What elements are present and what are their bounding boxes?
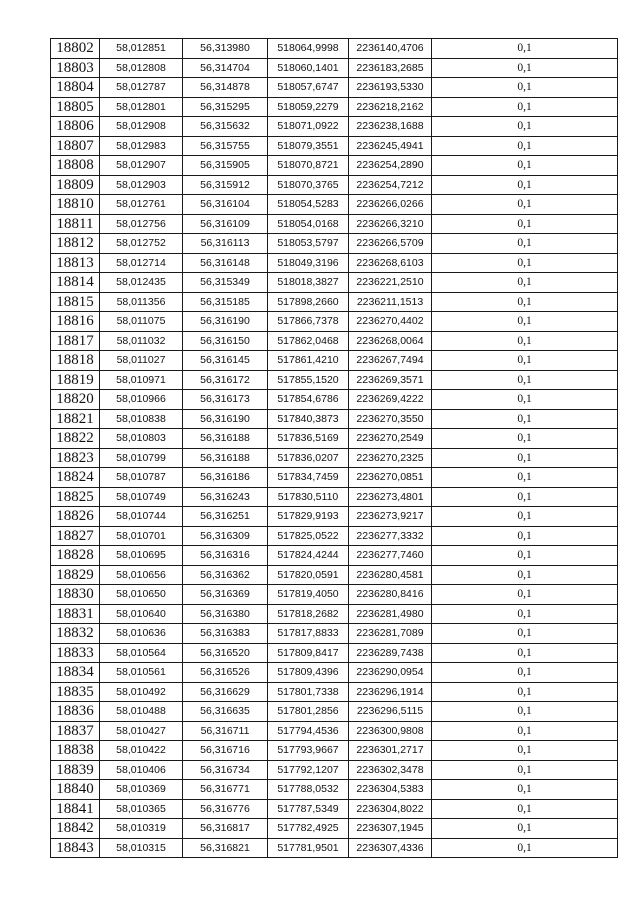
y-coordinate-cell: 2236266,3210 <box>349 214 432 234</box>
latitude-cell: 58,012801 <box>100 97 183 117</box>
accuracy-cell: 0,1 <box>432 117 618 137</box>
table-row <box>51 175 618 195</box>
coordinates-table <box>50 38 618 858</box>
x-coordinate-cell: 517866,7378 <box>268 312 349 332</box>
accuracy-cell: 0,1 <box>432 214 618 234</box>
longitude-cell: 56,316383 <box>183 624 268 644</box>
x-coordinate-cell: 517801,2856 <box>268 702 349 722</box>
y-coordinate-cell: 2236301,2717 <box>349 741 432 761</box>
x-coordinate-cell: 517840,3873 <box>268 409 349 429</box>
table-row <box>51 136 618 156</box>
table-row <box>51 468 618 488</box>
latitude-cell: 58,012851 <box>100 39 183 59</box>
table-row <box>51 643 618 663</box>
x-coordinate-cell: 517788,0532 <box>268 780 349 800</box>
accuracy-cell: 0,1 <box>432 468 618 488</box>
latitude-cell: 58,012787 <box>100 78 183 98</box>
accuracy-cell: 0,1 <box>432 390 618 410</box>
latitude-cell: 58,010315 <box>100 838 183 858</box>
longitude-cell: 56,316526 <box>183 663 268 683</box>
table-row <box>51 214 618 234</box>
table-row <box>51 429 618 449</box>
point-number-cell: 18817 <box>51 331 100 351</box>
x-coordinate-cell: 517801,7338 <box>268 682 349 702</box>
point-number-cell: 18812 <box>51 234 100 254</box>
latitude-cell: 58,010406 <box>100 760 183 780</box>
latitude-cell: 58,010695 <box>100 546 183 566</box>
table-row <box>51 156 618 176</box>
latitude-cell: 58,011356 <box>100 292 183 312</box>
accuracy-cell: 0,1 <box>432 682 618 702</box>
latitude-cell: 58,010319 <box>100 819 183 839</box>
x-coordinate-cell: 517817,8833 <box>268 624 349 644</box>
y-coordinate-cell: 2236270,4402 <box>349 312 432 332</box>
table-row <box>51 39 618 59</box>
point-number-cell: 18836 <box>51 702 100 722</box>
point-number-cell: 18809 <box>51 175 100 195</box>
table-row <box>51 409 618 429</box>
point-number-cell: 18833 <box>51 643 100 663</box>
longitude-cell: 56,314704 <box>183 58 268 78</box>
y-coordinate-cell: 2236140,4706 <box>349 39 432 59</box>
longitude-cell: 56,316104 <box>183 195 268 215</box>
accuracy-cell: 0,1 <box>432 78 618 98</box>
x-coordinate-cell: 517898,2660 <box>268 292 349 312</box>
latitude-cell: 58,010787 <box>100 468 183 488</box>
x-coordinate-cell: 518070,8721 <box>268 156 349 176</box>
latitude-cell: 58,012907 <box>100 156 183 176</box>
latitude-cell: 58,010369 <box>100 780 183 800</box>
point-number-cell: 18818 <box>51 351 100 371</box>
y-coordinate-cell: 2236270,0851 <box>349 468 432 488</box>
point-number-cell: 18832 <box>51 624 100 644</box>
latitude-cell: 58,010422 <box>100 741 183 761</box>
accuracy-cell: 0,1 <box>432 409 618 429</box>
latitude-cell: 58,010636 <box>100 624 183 644</box>
x-coordinate-cell: 518054,0168 <box>268 214 349 234</box>
latitude-cell: 58,012756 <box>100 214 183 234</box>
latitude-cell: 58,010488 <box>100 702 183 722</box>
longitude-cell: 56,316716 <box>183 741 268 761</box>
y-coordinate-cell: 2236307,4336 <box>349 838 432 858</box>
accuracy-cell: 0,1 <box>432 39 618 59</box>
latitude-cell: 58,011027 <box>100 351 183 371</box>
latitude-cell: 58,012435 <box>100 273 183 293</box>
longitude-cell: 56,316113 <box>183 234 268 254</box>
x-coordinate-cell: 518018,3827 <box>268 273 349 293</box>
longitude-cell: 56,315632 <box>183 117 268 137</box>
table-row <box>51 448 618 468</box>
point-number-cell: 18826 <box>51 507 100 527</box>
table-row <box>51 234 618 254</box>
x-coordinate-cell: 517824,4244 <box>268 546 349 566</box>
point-number-cell: 18842 <box>51 819 100 839</box>
latitude-cell: 58,012908 <box>100 117 183 137</box>
table-row <box>51 526 618 546</box>
y-coordinate-cell: 2236300,9808 <box>349 721 432 741</box>
accuracy-cell: 0,1 <box>432 370 618 390</box>
y-coordinate-cell: 2236290,0954 <box>349 663 432 683</box>
table-row <box>51 97 618 117</box>
coordinates-table-body <box>51 39 618 858</box>
accuracy-cell: 0,1 <box>432 175 618 195</box>
y-coordinate-cell: 2236296,5115 <box>349 702 432 722</box>
table-row <box>51 799 618 819</box>
y-coordinate-cell: 2236280,4581 <box>349 565 432 585</box>
y-coordinate-cell: 2236270,2325 <box>349 448 432 468</box>
point-number-cell: 18814 <box>51 273 100 293</box>
accuracy-cell: 0,1 <box>432 156 618 176</box>
latitude-cell: 58,010803 <box>100 429 183 449</box>
accuracy-cell: 0,1 <box>432 760 618 780</box>
accuracy-cell: 0,1 <box>432 253 618 273</box>
longitude-cell: 56,315185 <box>183 292 268 312</box>
longitude-cell: 56,316369 <box>183 585 268 605</box>
accuracy-cell: 0,1 <box>432 429 618 449</box>
table-row <box>51 624 618 644</box>
longitude-cell: 56,316190 <box>183 312 268 332</box>
point-number-cell: 18810 <box>51 195 100 215</box>
accuracy-cell: 0,1 <box>432 448 618 468</box>
x-coordinate-cell: 517793,9667 <box>268 741 349 761</box>
accuracy-cell: 0,1 <box>432 643 618 663</box>
table-row <box>51 546 618 566</box>
y-coordinate-cell: 2236268,0064 <box>349 331 432 351</box>
latitude-cell: 58,010799 <box>100 448 183 468</box>
latitude-cell: 58,010650 <box>100 585 183 605</box>
longitude-cell: 56,316362 <box>183 565 268 585</box>
x-coordinate-cell: 517854,6786 <box>268 390 349 410</box>
y-coordinate-cell: 2236269,4222 <box>349 390 432 410</box>
accuracy-cell: 0,1 <box>432 195 618 215</box>
table-row <box>51 351 618 371</box>
latitude-cell: 58,010427 <box>100 721 183 741</box>
point-number-cell: 18838 <box>51 741 100 761</box>
y-coordinate-cell: 2236304,8022 <box>349 799 432 819</box>
latitude-cell: 58,010561 <box>100 663 183 683</box>
accuracy-cell: 0,1 <box>432 624 618 644</box>
y-coordinate-cell: 2236268,6103 <box>349 253 432 273</box>
x-coordinate-cell: 518057,6747 <box>268 78 349 98</box>
y-coordinate-cell: 2236273,4801 <box>349 487 432 507</box>
longitude-cell: 56,315349 <box>183 273 268 293</box>
longitude-cell: 56,316190 <box>183 409 268 429</box>
accuracy-cell: 0,1 <box>432 585 618 605</box>
point-number-cell: 18839 <box>51 760 100 780</box>
point-number-cell: 18811 <box>51 214 100 234</box>
y-coordinate-cell: 2236183,2685 <box>349 58 432 78</box>
accuracy-cell: 0,1 <box>432 97 618 117</box>
longitude-cell: 56,316173 <box>183 390 268 410</box>
y-coordinate-cell: 2236267,7494 <box>349 351 432 371</box>
point-number-cell: 18815 <box>51 292 100 312</box>
latitude-cell: 58,010701 <box>100 526 183 546</box>
latitude-cell: 58,011032 <box>100 331 183 351</box>
point-number-cell: 18829 <box>51 565 100 585</box>
longitude-cell: 56,316520 <box>183 643 268 663</box>
longitude-cell: 56,316734 <box>183 760 268 780</box>
y-coordinate-cell: 2236281,4980 <box>349 604 432 624</box>
longitude-cell: 56,315295 <box>183 97 268 117</box>
y-coordinate-cell: 2236304,5383 <box>349 780 432 800</box>
point-number-cell: 18821 <box>51 409 100 429</box>
table-row <box>51 312 618 332</box>
longitude-cell: 56,316109 <box>183 214 268 234</box>
longitude-cell: 56,316150 <box>183 331 268 351</box>
latitude-cell: 58,011075 <box>100 312 183 332</box>
point-number-cell: 18805 <box>51 97 100 117</box>
x-coordinate-cell: 517825,0522 <box>268 526 349 546</box>
table-row <box>51 253 618 273</box>
accuracy-cell: 0,1 <box>432 721 618 741</box>
point-number-cell: 18803 <box>51 58 100 78</box>
y-coordinate-cell: 2236270,3550 <box>349 409 432 429</box>
point-number-cell: 18837 <box>51 721 100 741</box>
y-coordinate-cell: 2236280,8416 <box>349 585 432 605</box>
point-number-cell: 18802 <box>51 39 100 59</box>
accuracy-cell: 0,1 <box>432 58 618 78</box>
point-number-cell: 18827 <box>51 526 100 546</box>
table-row <box>51 702 618 722</box>
longitude-cell: 56,316776 <box>183 799 268 819</box>
y-coordinate-cell: 2236273,9217 <box>349 507 432 527</box>
y-coordinate-cell: 2236302,3478 <box>349 760 432 780</box>
longitude-cell: 56,316821 <box>183 838 268 858</box>
x-coordinate-cell: 518064,9998 <box>268 39 349 59</box>
point-number-cell: 18834 <box>51 663 100 683</box>
longitude-cell: 56,316188 <box>183 429 268 449</box>
point-number-cell: 18841 <box>51 799 100 819</box>
accuracy-cell: 0,1 <box>432 234 618 254</box>
x-coordinate-cell: 517818,2682 <box>268 604 349 624</box>
x-coordinate-cell: 517834,7459 <box>268 468 349 488</box>
y-coordinate-cell: 2236307,1945 <box>349 819 432 839</box>
longitude-cell: 56,313980 <box>183 39 268 59</box>
accuracy-cell: 0,1 <box>432 546 618 566</box>
accuracy-cell: 0,1 <box>432 663 618 683</box>
table-row <box>51 819 618 839</box>
point-number-cell: 18819 <box>51 370 100 390</box>
x-coordinate-cell: 517862,0468 <box>268 331 349 351</box>
point-number-cell: 18843 <box>51 838 100 858</box>
latitude-cell: 58,010492 <box>100 682 183 702</box>
x-coordinate-cell: 517836,0207 <box>268 448 349 468</box>
table-row <box>51 838 618 858</box>
x-coordinate-cell: 518053,5797 <box>268 234 349 254</box>
point-number-cell: 18835 <box>51 682 100 702</box>
x-coordinate-cell: 518070,3765 <box>268 175 349 195</box>
accuracy-cell: 0,1 <box>432 780 618 800</box>
point-number-cell: 18823 <box>51 448 100 468</box>
y-coordinate-cell: 2236277,7460 <box>349 546 432 566</box>
x-coordinate-cell: 518079,3551 <box>268 136 349 156</box>
latitude-cell: 58,010966 <box>100 390 183 410</box>
longitude-cell: 56,315905 <box>183 156 268 176</box>
longitude-cell: 56,316380 <box>183 604 268 624</box>
accuracy-cell: 0,1 <box>432 292 618 312</box>
table-row <box>51 78 618 98</box>
y-coordinate-cell: 2236289,7438 <box>349 643 432 663</box>
point-number-cell: 18808 <box>51 156 100 176</box>
x-coordinate-cell: 517781,9501 <box>268 838 349 858</box>
longitude-cell: 56,316172 <box>183 370 268 390</box>
x-coordinate-cell: 518049,3196 <box>268 253 349 273</box>
table-row <box>51 585 618 605</box>
x-coordinate-cell: 518059,2279 <box>268 97 349 117</box>
x-coordinate-cell: 517820,0591 <box>268 565 349 585</box>
x-coordinate-cell: 517794,4536 <box>268 721 349 741</box>
longitude-cell: 56,316309 <box>183 526 268 546</box>
accuracy-cell: 0,1 <box>432 487 618 507</box>
longitude-cell: 56,315755 <box>183 136 268 156</box>
longitude-cell: 56,316711 <box>183 721 268 741</box>
y-coordinate-cell: 2236193,5330 <box>349 78 432 98</box>
point-number-cell: 18825 <box>51 487 100 507</box>
point-number-cell: 18822 <box>51 429 100 449</box>
y-coordinate-cell: 2236221,2510 <box>349 273 432 293</box>
table-row <box>51 741 618 761</box>
x-coordinate-cell: 517855,1520 <box>268 370 349 390</box>
point-number-cell: 18806 <box>51 117 100 137</box>
x-coordinate-cell: 518054,5283 <box>268 195 349 215</box>
longitude-cell: 56,316635 <box>183 702 268 722</box>
latitude-cell: 58,012714 <box>100 253 183 273</box>
longitude-cell: 56,316251 <box>183 507 268 527</box>
table-row <box>51 487 618 507</box>
table-row <box>51 292 618 312</box>
x-coordinate-cell: 518071,0922 <box>268 117 349 137</box>
point-number-cell: 18816 <box>51 312 100 332</box>
x-coordinate-cell: 518060,1401 <box>268 58 349 78</box>
accuracy-cell: 0,1 <box>432 702 618 722</box>
latitude-cell: 58,012752 <box>100 234 183 254</box>
table-row <box>51 682 618 702</box>
accuracy-cell: 0,1 <box>432 526 618 546</box>
table-row <box>51 390 618 410</box>
point-number-cell: 18831 <box>51 604 100 624</box>
y-coordinate-cell: 2236254,2890 <box>349 156 432 176</box>
x-coordinate-cell: 517792,1207 <box>268 760 349 780</box>
longitude-cell: 56,316148 <box>183 253 268 273</box>
longitude-cell: 56,316771 <box>183 780 268 800</box>
longitude-cell: 56,316316 <box>183 546 268 566</box>
latitude-cell: 58,010749 <box>100 487 183 507</box>
accuracy-cell: 0,1 <box>432 565 618 585</box>
point-number-cell: 18840 <box>51 780 100 800</box>
latitude-cell: 58,010971 <box>100 370 183 390</box>
table-row <box>51 663 618 683</box>
table-row <box>51 760 618 780</box>
latitude-cell: 58,012983 <box>100 136 183 156</box>
x-coordinate-cell: 517809,4396 <box>268 663 349 683</box>
accuracy-cell: 0,1 <box>432 507 618 527</box>
y-coordinate-cell: 2236218,2162 <box>349 97 432 117</box>
table-row <box>51 58 618 78</box>
latitude-cell: 58,010640 <box>100 604 183 624</box>
point-number-cell: 18813 <box>51 253 100 273</box>
longitude-cell: 56,316243 <box>183 487 268 507</box>
table-row <box>51 117 618 137</box>
table-row <box>51 273 618 293</box>
point-number-cell: 18804 <box>51 78 100 98</box>
accuracy-cell: 0,1 <box>432 819 618 839</box>
point-number-cell: 18828 <box>51 546 100 566</box>
y-coordinate-cell: 2236245,4941 <box>349 136 432 156</box>
accuracy-cell: 0,1 <box>432 604 618 624</box>
accuracy-cell: 0,1 <box>432 351 618 371</box>
accuracy-cell: 0,1 <box>432 312 618 332</box>
y-coordinate-cell: 2236269,3571 <box>349 370 432 390</box>
y-coordinate-cell: 2236266,5709 <box>349 234 432 254</box>
x-coordinate-cell: 517836,5169 <box>268 429 349 449</box>
x-coordinate-cell: 517787,5349 <box>268 799 349 819</box>
longitude-cell: 56,316629 <box>183 682 268 702</box>
table-row <box>51 721 618 741</box>
longitude-cell: 56,316145 <box>183 351 268 371</box>
table-row <box>51 370 618 390</box>
accuracy-cell: 0,1 <box>432 136 618 156</box>
x-coordinate-cell: 517809,8417 <box>268 643 349 663</box>
longitude-cell: 56,316188 <box>183 448 268 468</box>
x-coordinate-cell: 517819,4050 <box>268 585 349 605</box>
longitude-cell: 56,316817 <box>183 819 268 839</box>
latitude-cell: 58,012903 <box>100 175 183 195</box>
table-row <box>51 604 618 624</box>
longitude-cell: 56,314878 <box>183 78 268 98</box>
point-number-cell: 18830 <box>51 585 100 605</box>
x-coordinate-cell: 517829,9193 <box>268 507 349 527</box>
table-row <box>51 195 618 215</box>
x-coordinate-cell: 517782,4925 <box>268 819 349 839</box>
table-row <box>51 565 618 585</box>
x-coordinate-cell: 517861,4210 <box>268 351 349 371</box>
y-coordinate-cell: 2236281,7089 <box>349 624 432 644</box>
point-number-cell: 18824 <box>51 468 100 488</box>
table-row <box>51 331 618 351</box>
latitude-cell: 58,010656 <box>100 565 183 585</box>
point-number-cell: 18807 <box>51 136 100 156</box>
y-coordinate-cell: 2236211,1513 <box>349 292 432 312</box>
latitude-cell: 58,012808 <box>100 58 183 78</box>
longitude-cell: 56,316186 <box>183 468 268 488</box>
table-row <box>51 780 618 800</box>
x-coordinate-cell: 517830,5110 <box>268 487 349 507</box>
latitude-cell: 58,012761 <box>100 195 183 215</box>
y-coordinate-cell: 2236270,2549 <box>349 429 432 449</box>
y-coordinate-cell: 2236296,1914 <box>349 682 432 702</box>
latitude-cell: 58,010365 <box>100 799 183 819</box>
latitude-cell: 58,010744 <box>100 507 183 527</box>
longitude-cell: 56,315912 <box>183 175 268 195</box>
latitude-cell: 58,010564 <box>100 643 183 663</box>
point-number-cell: 18820 <box>51 390 100 410</box>
accuracy-cell: 0,1 <box>432 799 618 819</box>
y-coordinate-cell: 2236277,3332 <box>349 526 432 546</box>
accuracy-cell: 0,1 <box>432 273 618 293</box>
y-coordinate-cell: 2236254,7212 <box>349 175 432 195</box>
table-row <box>51 507 618 527</box>
accuracy-cell: 0,1 <box>432 331 618 351</box>
accuracy-cell: 0,1 <box>432 741 618 761</box>
y-coordinate-cell: 2236238,1688 <box>349 117 432 137</box>
accuracy-cell: 0,1 <box>432 838 618 858</box>
latitude-cell: 58,010838 <box>100 409 183 429</box>
y-coordinate-cell: 2236266,0266 <box>349 195 432 215</box>
